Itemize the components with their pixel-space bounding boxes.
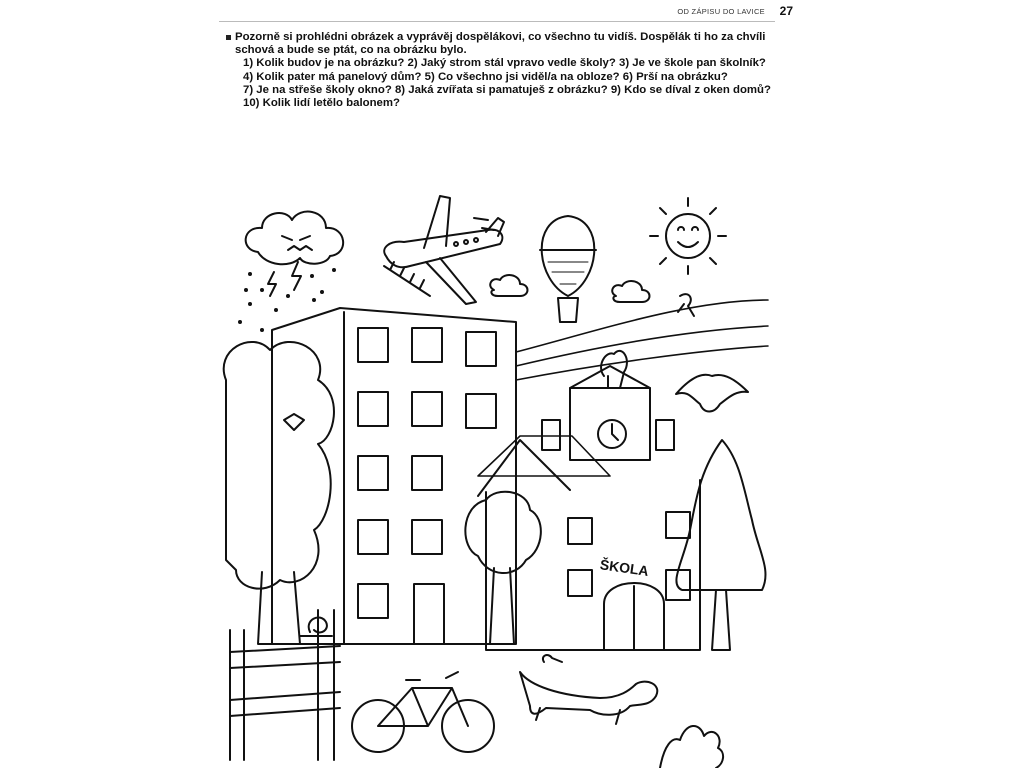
workbook-page (219, 0, 795, 768)
page-number: 27 (779, 4, 793, 18)
exercise-intro: Pozorně si prohlédni obrázek a vyprávěj dospělákovi, co všechno tu vidíš. Dospělák ti ho za chvíli schová a bude se ptát, co na obrázku bylo. (235, 31, 766, 57)
hot-air-balloon-icon (540, 216, 596, 322)
rain-drops (238, 268, 336, 332)
bat-icon (676, 375, 748, 412)
lightning-icon (268, 262, 301, 296)
square-bullet-icon (226, 35, 231, 40)
airplane-icon (384, 196, 504, 304)
sun-icon (650, 198, 726, 274)
question-line: 10) Kolik lidí letělo balonem? (243, 97, 400, 110)
small-cloud-icon (612, 281, 649, 302)
header-rule (219, 21, 775, 22)
pear-tree (224, 342, 334, 644)
exercise-questions (231, 57, 781, 110)
page-header (219, 0, 795, 22)
snail-icon (300, 617, 332, 636)
exercise-instructions (231, 31, 781, 110)
running-title: OD ZÁPISU DO LAVICE (677, 7, 765, 16)
bird-icon (678, 294, 694, 316)
coloring-illustration (219, 180, 795, 768)
bush-icon (660, 726, 723, 768)
school-sign: ŠKOLA (598, 556, 650, 579)
pine-tree (676, 440, 765, 650)
round-tree (465, 492, 540, 644)
small-cloud-icon (490, 275, 527, 296)
power-lines (516, 300, 768, 380)
question-line: 1) Kolik budov je na obrázku? 2) Jaký strom stál vpravo vedle školy? 3) Je ve škole pan školník? (243, 57, 766, 70)
duck-icon (543, 655, 562, 662)
question-line: 7) Je na střeše školy okno? 8) Jaká zvířata si pamatuješ z obrázku? 9) Kdo se díval z oken domů? (243, 83, 771, 96)
dachshund-icon (520, 672, 657, 724)
motion-lines (474, 218, 494, 230)
bicycle-icon (352, 672, 494, 752)
question-line: 4) Kolik pater má panelový dům? 5) Co všechno jsi viděl/a na obloze? 6) Prší na obrázku? (243, 70, 728, 83)
storm-cloud-icon (246, 212, 343, 265)
